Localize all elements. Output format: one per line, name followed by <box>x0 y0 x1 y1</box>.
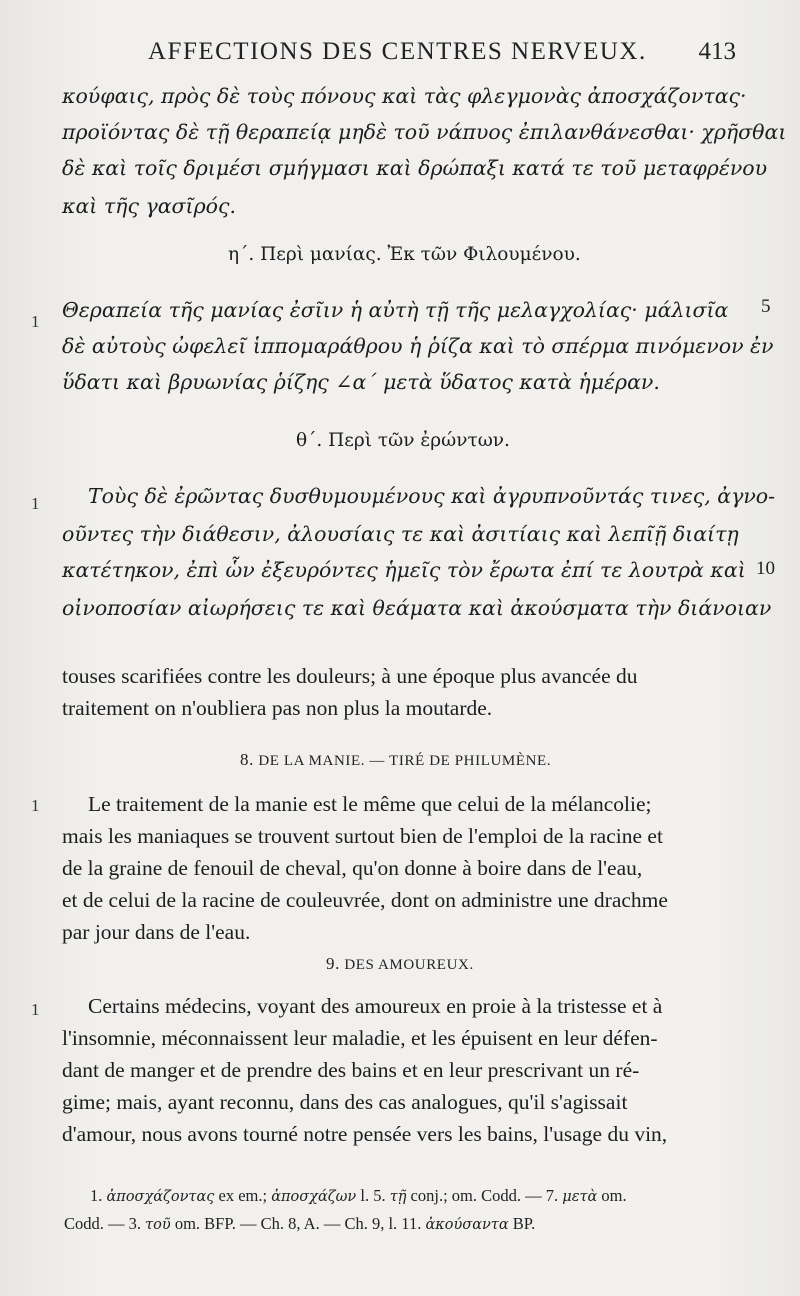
footnote-text: Codd. — 3. <box>64 1214 142 1233</box>
greek-line: προϊόντας δὲ τῇ θεραπείᾳ μηδὲ τοῦ νάπυος ἐπιλανθάνεσθαι· χρῆσθαι <box>62 120 787 144</box>
footnote-text: om. BFP. — Ch. 8, A. — Ch. 9, l. 11. <box>174 1214 422 1233</box>
footnote-line <box>64 1214 535 1234</box>
greek-line: κατέτηκον, ἐπὶ ὧν ἐξευρόντες ἡμεῖς τὸν ἔρωτα ἐπί τε λουτρὰ καὶ <box>62 558 746 582</box>
footnote-text: om. <box>601 1186 627 1205</box>
french-line: touses scarifiées contre les douleurs; à une époque plus avancée du <box>62 664 638 688</box>
footnote-line <box>90 1186 627 1206</box>
greek-line: δὲ καὶ τοῖς δριμέσι σμήγμασι καὶ δρώπαξι κατά τε τοῦ μεταφρένου <box>62 156 768 180</box>
french-line: de la graine de fenouil de cheval, qu'on donne à boire dans de l'eau, <box>62 856 643 880</box>
footnote-greek: ἀποσχάζοντας <box>106 1189 215 1205</box>
page-number: 413 <box>698 38 736 65</box>
french-line: Certains médecins, voyant des amoureux en proie à la tristesse et à <box>88 994 663 1018</box>
margin-marker: 1 <box>31 494 40 513</box>
section-heading-french <box>326 954 474 974</box>
footnote-greek: τῇ <box>389 1189 407 1205</box>
french-line: dant de manger et de prendre des bains et en leur prescrivant un ré- <box>62 1058 640 1082</box>
section-title: DE LA MANIE. — TIRÉ DE PHILUMÈNE. <box>258 753 552 769</box>
footnote-text: ex em.; <box>218 1186 268 1205</box>
french-line: gime; mais, ayant reconnu, dans des cas analogues, qu'il s'agissait <box>62 1090 628 1114</box>
footnote-text: l. 5. <box>360 1186 386 1205</box>
section-heading-greek: θ΄. Περὶ τῶν ἐρώντων. <box>296 430 510 451</box>
greek-line: καὶ τῆς γασῖρός. <box>62 194 236 218</box>
section-number: 8. <box>240 750 254 769</box>
greek-line: οῦντες τὴν διάθεσιν, ἀλουσίαις τε καὶ ἀσιτίαις καὶ λεπῖῇ διαίτῃ <box>62 522 739 546</box>
footnote-greek: μετὰ <box>562 1189 598 1205</box>
line-number: 5 <box>761 296 771 317</box>
margin-marker: 1 <box>31 796 40 815</box>
french-line: mais les maniaques se trouvent surtout bien de l'emploi de la racine et <box>62 824 663 848</box>
running-head: AFFECTIONS DES CENTRES NERVEUX. <box>148 38 647 65</box>
section-heading-french <box>240 750 551 770</box>
french-line: et de celui de la racine de couleuvrée, dont on administre une drachme <box>62 888 668 912</box>
footnote-greek: ἀποσχάζων <box>271 1189 357 1205</box>
margin-marker: 1 <box>31 1000 40 1019</box>
greek-line: Τοὺς δὲ ἐρῶντας δυσθυμουμένους καὶ ἀγρυπνοῦντάς τινες, ἀγνο- <box>88 484 776 508</box>
french-line: l'insomnie, méconnaissent leur maladie, et les épuisent en leur défen- <box>62 1026 658 1050</box>
french-line: d'amour, nous avons tourné notre pensée vers les bains, l'usage du vin, <box>62 1122 668 1146</box>
greek-line: Θεραπεία τῆς μανίας ἐσῖιν ἡ αὐτὴ τῇ τῆς μελαγχολίας· μάλισῖα <box>62 298 729 322</box>
greek-line: δὲ αὐτοὺς ὠφελεῖ ἱππομαράθρου ἡ ῥίζα καὶ τὸ σπέρμα πινόμενον ἐν <box>62 334 774 358</box>
footnote-text: 1. <box>90 1186 103 1205</box>
greek-line: κούφαις, πρὸς δὲ τοὺς πόνους καὶ τὰς φλεγμονὰς ἀποσχάζοντας· <box>62 84 747 108</box>
section-title: DES AMOUREUX. <box>344 957 474 973</box>
footnote-greek: τοῦ <box>145 1217 171 1233</box>
section-heading-greek: η΄. Περὶ μανίας. Ἐκ τῶν Φιλουμένου. <box>228 244 581 265</box>
line-number: 10 <box>756 558 775 579</box>
margin-marker: 1 <box>31 312 40 331</box>
greek-line: οἰνοποσίαν αἰωρήσεις τε καὶ θεάματα καὶ ἀκούσματα τὴν διάνοιαν <box>62 596 772 620</box>
page-header <box>140 38 740 68</box>
french-line: traitement on n'oubliera pas non plus la moutarde. <box>62 696 493 720</box>
french-line: Le traitement de la manie est le même que celui de la mélancolie; <box>88 792 652 816</box>
footnote-greek: ἀκούσαντα <box>425 1217 509 1233</box>
footnote-text: conj.; om. Codd. — 7. <box>410 1186 559 1205</box>
french-line: par jour dans de l'eau. <box>62 920 251 944</box>
section-number: 9. <box>326 954 340 973</box>
greek-line: ὕδατι καὶ βρυωνίας ῥίζης ∠α΄ μετὰ ὕδατος κατὰ ἡμέραν. <box>62 370 660 394</box>
footnote-text: BP. <box>512 1214 536 1233</box>
